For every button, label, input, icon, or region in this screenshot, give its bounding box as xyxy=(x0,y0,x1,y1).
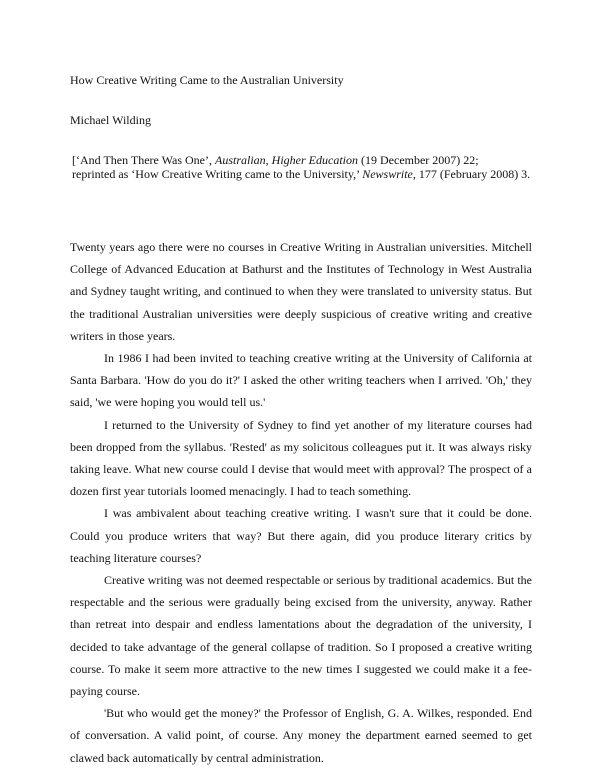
citation-text: , xyxy=(265,153,272,167)
citation-section: Higher Education xyxy=(271,153,358,167)
citation-line-1 xyxy=(72,153,479,168)
citation-line-2 xyxy=(72,167,530,182)
author-name: Michael Wilding xyxy=(70,113,151,127)
body-paragraph: I returned to the University of Sydney to find yet another of my literature courses had been dropped from the syllabus. 'Rested' as my solicitous colleagues put it. It was always risky taking leave. What new course could I devise that would meet with approval? The prospect of a dozen first year tutorials loomed menacingly. I had to teach something. xyxy=(70,417,532,499)
citation-publication: Newswrite xyxy=(362,167,413,181)
body-paragraph: Twenty years ago there were no courses in Creative Writing in Australian universities. Mitchell College of Advanced Education at Bathurst and the Institutes of Technology in West Australia and Sydney taught writing, and continued to when they were translated to university status. But the traditional Australian universities were deeply suspicious of creative writing and creative writers in those years. xyxy=(70,240,532,343)
document-title: How Creative Writing Came to the Australian University xyxy=(70,73,344,87)
citation-text: reprinted as ‘How Creative Writing came to the University,’ xyxy=(72,167,363,181)
citation-text: , 177 (February 2008) 3. xyxy=(412,167,531,181)
body-paragraph: In 1986 I had been invited to teaching creative writing at the University of California at Santa Barbara. 'How do you do it?' I asked the other writing teachers when I arrived. 'Oh,' they said, 'we were hoping you would tell us.' xyxy=(70,351,532,410)
citation-publication: Australian xyxy=(215,153,266,167)
citation-text: [‘And Then There Was One’, xyxy=(72,153,215,167)
body-paragraph: I was ambivalent about teaching creative writing. I wasn't sure that it could be done. Could you produce writers that way? But there again, did you produce literary critics by teaching literature courses? xyxy=(70,506,532,565)
body-paragraph: Creative writing was not deemed respectable or serious by traditional academics. But the respectable and the serious were gradually being excised from the university, anyway. Rather than retreat into despair and endless lamentations about the degradation of the university, I decided to take advantage of the general collapse of tradition. So I proposed a creative writing course. To make it seem more attractive to the new times I suggested we could make it a fee-paying course. xyxy=(70,573,532,699)
body-paragraph: 'But who would get the money?' the Professor of English, G. A. Wilkes, responded. End of conversation. A valid point, of course. Any money the department earned seemed to get clawed back automatically by central administration. xyxy=(70,706,532,765)
citation-text: (19 December 2007) 22; xyxy=(358,153,479,167)
document-body xyxy=(70,236,532,769)
